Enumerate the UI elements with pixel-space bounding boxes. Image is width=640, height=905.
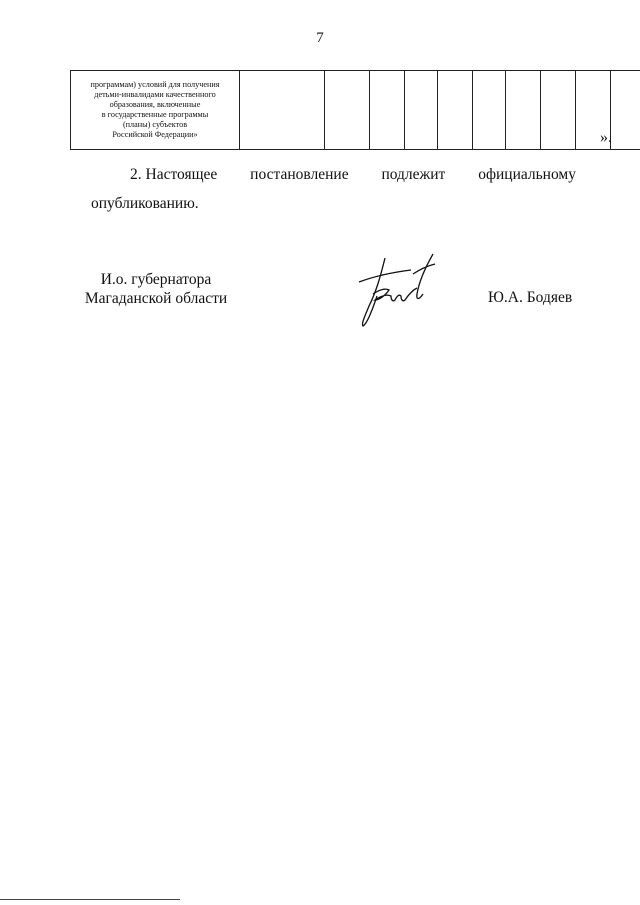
empty-cell — [405, 71, 438, 150]
empty-cell — [611, 71, 640, 150]
description-line: (планы) субъектов — [122, 120, 188, 129]
empty-cell — [473, 71, 506, 150]
signatory-title-line: Магаданской области — [84, 290, 228, 307]
description-line: Российской Федерации» — [112, 130, 198, 139]
paragraph-line-2: опубликованию. — [91, 195, 199, 212]
paragraph-word: подлежит — [381, 166, 446, 183]
table-row — [71, 71, 640, 150]
signature-icon — [355, 250, 445, 332]
bottom-rule — [0, 899, 180, 900]
empty-cell — [325, 71, 370, 150]
description-line: программам) условий для получения — [90, 80, 220, 89]
paragraph-word: постановление — [250, 166, 349, 183]
description-line: в государственные программы — [101, 110, 209, 119]
paragraph-word: официальному — [478, 166, 576, 183]
empty-cell — [541, 71, 576, 150]
description-line: детьми-инвалидами качественного — [94, 90, 216, 99]
empty-cell — [438, 71, 473, 150]
description-cell — [71, 71, 240, 150]
empty-cell — [240, 71, 325, 150]
signatory-name: Ю.А. Бодяев — [488, 289, 573, 306]
paragraph-word: 2. Настоящее — [130, 166, 218, 183]
page-number: 7 — [316, 30, 324, 46]
empty-cell — [506, 71, 541, 150]
description-line: образования, включенные — [109, 100, 201, 109]
empty-cell — [370, 71, 405, 150]
signatory-title-line: И.о. губернатора — [100, 271, 212, 288]
closing-quote: ». — [600, 129, 612, 146]
paragraph-line-1 — [130, 166, 576, 184]
data-table — [70, 70, 640, 150]
signatory-title — [36, 270, 276, 308]
